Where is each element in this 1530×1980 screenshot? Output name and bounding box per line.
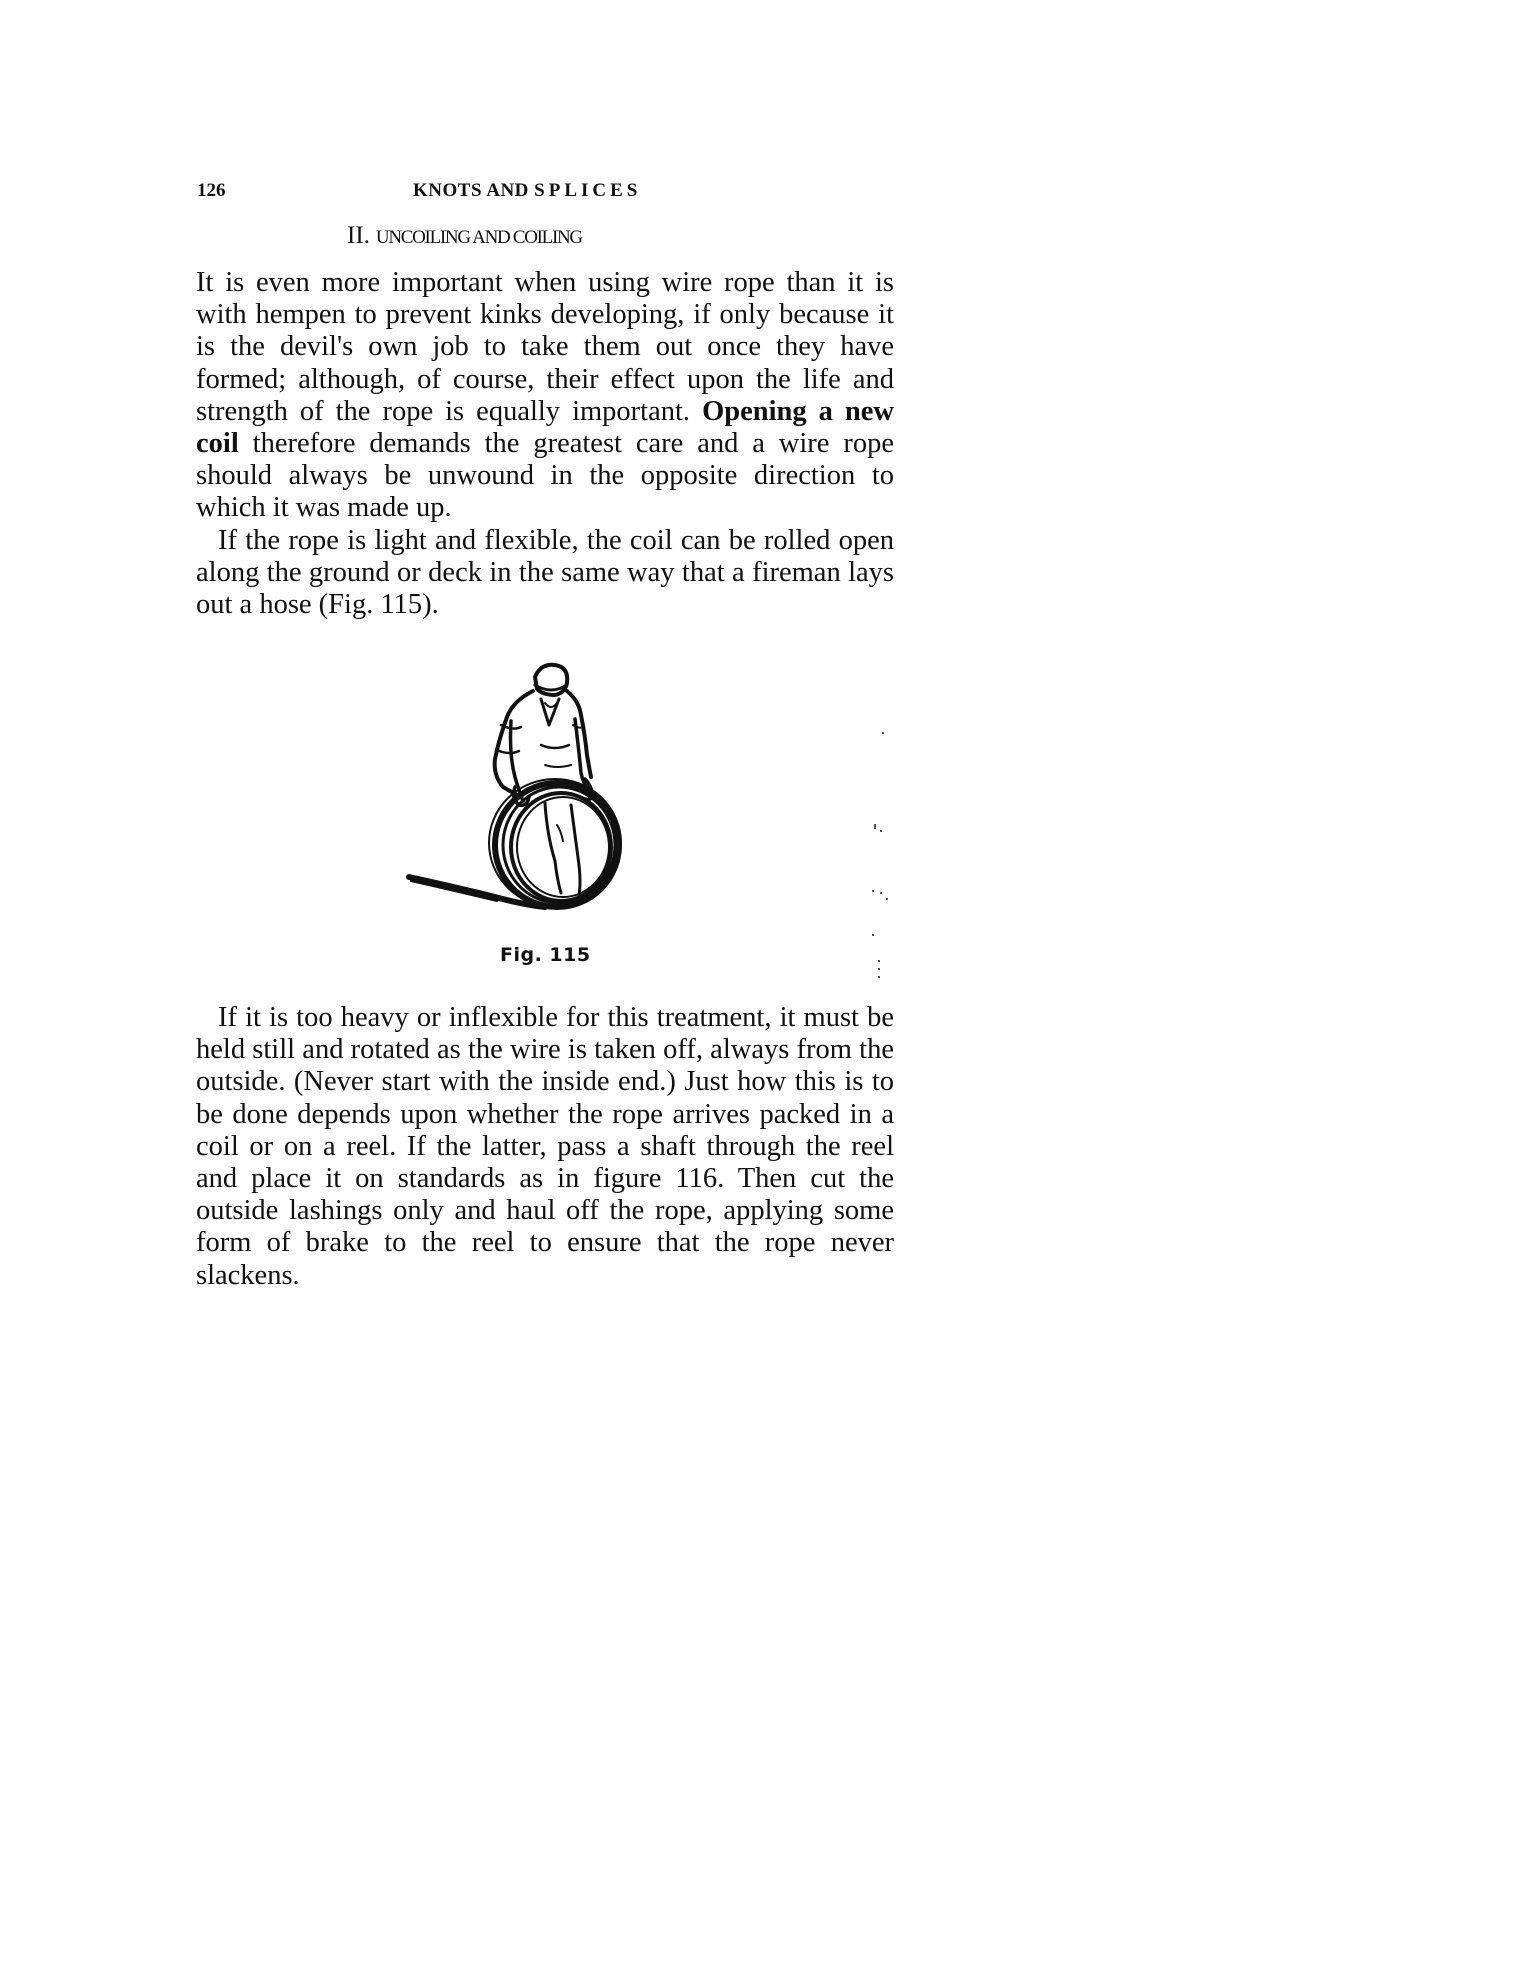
book-title-spaced: SPLICES [534, 180, 642, 201]
section-title: UNCOILING AND COILING [375, 227, 582, 248]
section-heading [347, 222, 582, 250]
figure-115 [395, 655, 645, 915]
paragraph-1-text-a: It is even more important when using wire rope than it is with hempen to prevent kinks developing, if only because it is the devil's own job to take them out once they have formed; although, of course, their effect upon the life and strength of the rope is equally important. [196, 267, 894, 427]
paragraph-1-text-b: therefore demands the greatest care and a wire rope should always be unwound in the opposite direction to which it was made up. [196, 428, 894, 524]
page-number: 126 [197, 180, 226, 201]
book-title [413, 180, 641, 202]
paragraph-1 [196, 267, 894, 525]
text-block-bottom [196, 1002, 894, 1292]
paragraph-2: If the rope is light and flexible, the coil can be rolled open along the ground or deck in the same way that a fireman lays out a hose (Fig. 115). [196, 524, 894, 621]
paragraph-3: If it is too heavy or inflexible for this treatment, it must be held still and rotated as the wire is taken off, always from the outside. (Never start with the inside end.) Just how this is to be done depends upon whether the rope arrives packed in a coil or on a reel. If the latter, pass a shaft through the reel and place it on standards as in figure 116. Then cut the outside lashings only and haul off the rope, applying some form of brake to the reel to ensure that the rope never slackens. [196, 1002, 894, 1291]
text-block-top [196, 267, 894, 621]
book-title-prefix: KNOTS AND [413, 180, 535, 201]
running-head [197, 180, 897, 206]
paragraph-1-bold-phrase: Opening a new coil [196, 395, 894, 460]
section-number: II. [347, 222, 370, 249]
man-rolling-wire-coil-illustration [395, 655, 645, 915]
figure-caption: Fig. 115 [500, 944, 591, 966]
scan-artifacts [860, 720, 900, 980]
